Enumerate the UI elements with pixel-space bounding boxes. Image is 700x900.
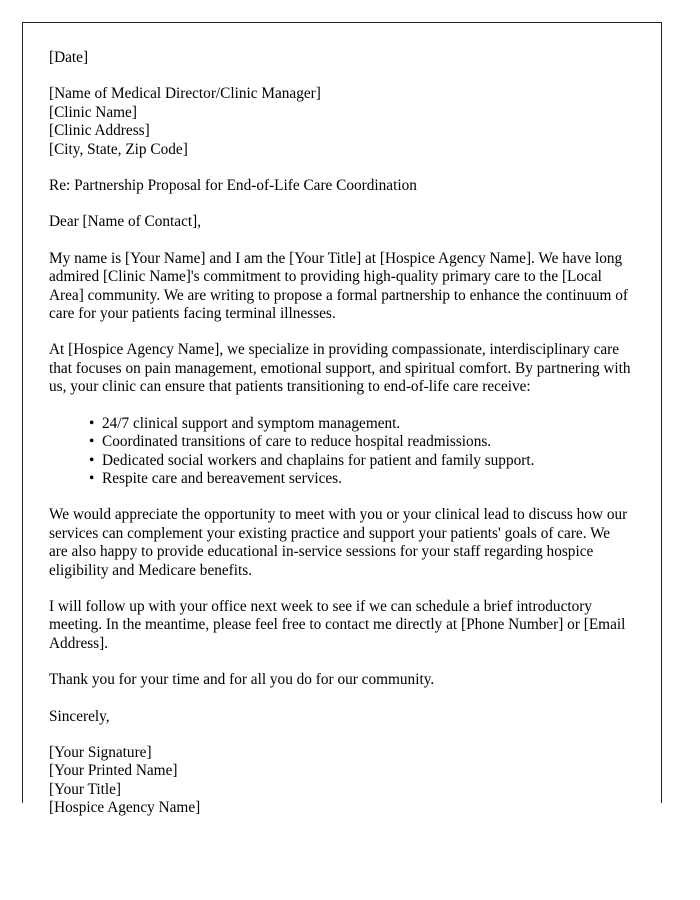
signature-line: [Hospice Agency Name] <box>49 799 201 817</box>
date-block <box>49 49 631 67</box>
recipient-address-line: [City, State, Zip Code] <box>49 140 188 158</box>
signature-line: [Your Signature] <box>49 743 152 761</box>
recipient-address-block <box>49 85 631 159</box>
recipient-address-line: [Clinic Name] <box>49 103 137 121</box>
closing-paragraph-1: We would appreciate the opportunity to meet with you or your clinical lead to discuss how our services can complement your existing practice and support your patients' goals of care. We are also happy to provide educational in-service sessions for your staff regarding hospice eligibility and Medicare benefits. <box>49 506 628 579</box>
body-paragraph-1: My name is [Your Name] and I am the [Your Title] at [Hospice Agency Name]. We have long admired [Clinic Name]'s commitment to providing high-quality primary care to the [Local Area] community. We are writing to propose a formal partnership to enhance the continuum of care for your patients facing terminal illnesses. <box>49 249 629 323</box>
signature-line: [Your Title] <box>49 780 121 798</box>
letter-page <box>22 22 662 817</box>
sign-off-block <box>49 708 631 726</box>
salutation: Dear [Name of Contact], <box>49 213 202 231</box>
subject-line-block <box>49 177 631 195</box>
body-paragraph-2: At [Hospice Agency Name], we specialize in providing compassionate, interdisciplinary care that focuses on pain management, emotional support, and spiritual comfort. By partnering with us, your clinic can ensure that patients transitioning to end-of-life care receive: <box>49 341 631 396</box>
letter-body <box>49 49 631 818</box>
salutation-block <box>49 213 631 231</box>
subject-line: Re: Partnership Proposal for End-of-Life Care Coordination <box>49 177 417 195</box>
services-bullet-list <box>49 415 631 489</box>
list-item: • Respite care and bereavement services. <box>89 470 631 488</box>
recipient-address-line: [Clinic Address] <box>49 122 150 140</box>
closing-paragraph-2: I will follow up with your office next week to see if we can schedule a brief introductory meeting. In the meantime, please feel free to contact me directly at [Phone Number] or [Email Address]. <box>49 597 626 652</box>
sign-off: Sincerely, <box>49 707 110 725</box>
list-item: • Coordinated transitions of care to reduce hospital readmissions. <box>89 433 631 451</box>
signature-block <box>49 744 631 818</box>
closing-paragraph-3: Thank you for your time and for all you do for our community. <box>49 671 435 689</box>
list-item: • 24/7 clinical support and symptom management. <box>89 415 631 433</box>
recipient-address-line: [Name of Medical Director/Clinic Manager] <box>49 85 321 103</box>
list-item: • Dedicated social workers and chaplains for patient and family support. <box>89 452 631 470</box>
signature-line: [Your Printed Name] <box>49 762 178 780</box>
date-line: [Date] <box>49 49 89 66</box>
